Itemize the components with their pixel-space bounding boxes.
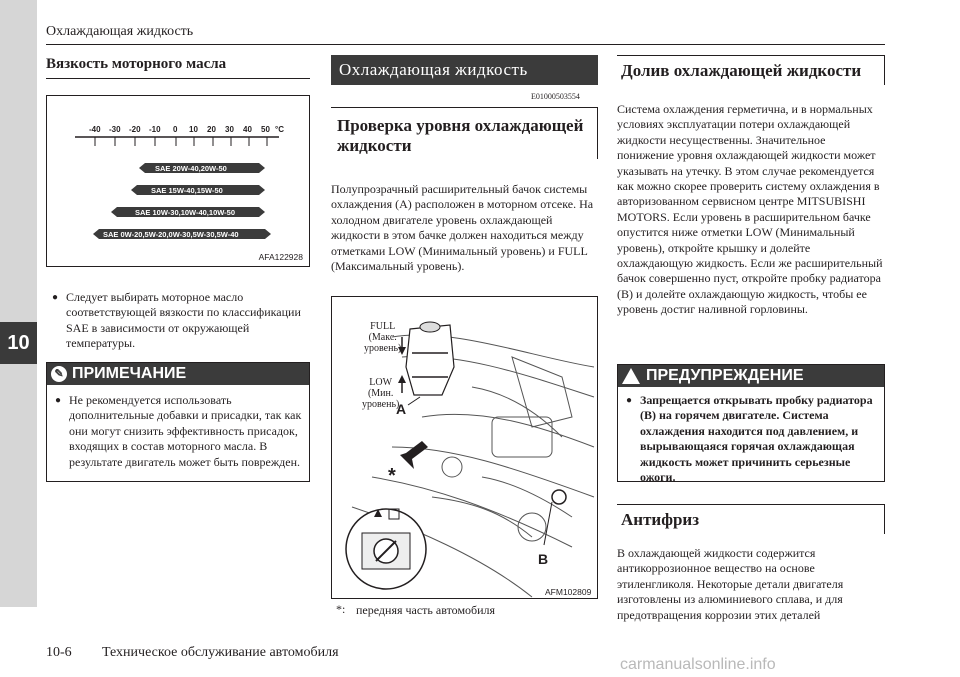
coolant-reservoir-figure [331, 296, 598, 599]
warning-triangle-icon [622, 368, 640, 384]
temp-label: -40 [89, 125, 101, 134]
figure-code: AFM102809 [545, 587, 592, 597]
viscosity-bar-label: SAE 20W-40,20W-50 [155, 164, 227, 173]
page-number: 10-6 [46, 645, 72, 660]
viscosity-bullet: ● Следует выбирать моторное масло соответствующей вязкости по классификации SAE в зависимости от окружающей температуры. [52, 290, 306, 352]
footer-chapter-title: Техническое обслуживание автомобиля [102, 645, 339, 660]
antifreeze-paragraph: В охлаждающей жидкости содержится антикоррозионное вещество на основе этиленгликоля. Некоторые детали двигателя изготовлены из алюминиевого сплава, и для предотвращения коррозии этих деталей [617, 546, 844, 622]
label-a: A [396, 401, 407, 417]
coolant-heading: Охлаждающая жидкость [331, 55, 598, 85]
viscosity-bar-label: SAE 10W-30,10W-40,10W-50 [135, 208, 236, 217]
temp-label: 10 [189, 125, 198, 134]
note-header [47, 363, 309, 385]
temp-label: 40 [243, 125, 252, 134]
oil-viscosity-heading: Вязкость моторного масла [46, 56, 227, 72]
scale-ticks [95, 137, 267, 146]
note-text: ● Не рекомендуется использовать дополнительные добавки и присадки, так как они могут снизить эффективность присадок, входящих в состав моторного масла. В результате двигатель может быть поврежден. [55, 393, 303, 470]
temp-label: 0 [173, 125, 178, 134]
note-pencil-icon: ✎ [51, 366, 67, 382]
add-coolant-heading: Долив охлаждающей жидкости [617, 55, 885, 85]
low-level-label: LOW (Мин. уровень) [362, 377, 400, 410]
oil-viscosity-figure [46, 95, 310, 267]
temp-label: -20 [129, 125, 141, 134]
temp-label: 20 [207, 125, 216, 134]
label-b: B [538, 551, 549, 567]
chapter-sidebar [0, 0, 37, 607]
warning-box [617, 364, 885, 485]
note-box [46, 362, 310, 482]
warning-header [618, 365, 884, 387]
front-star-mark: * [388, 465, 396, 487]
add-coolant-paragraph: Система охлаждения герметична, и в нормальных условиях эксплуатации потери охлаждающей жидкости несущественны. Значительное понижение уровня охлаждающей жидкости может указывать на утечку. В этом случае рекомендуется как можно скорее проверить систему охлаждения в авторизованном сервисном центре MITSUBISHI MOTORS. Если уровень в расширительном бачке опустится ниже отметки LOW (Минимальный уровень), откройте крышку и долейте охлаждающую жидкость. Если же расширительный бачок совершенно пуст, откройте пробку радиатора (B) и долейте охлаждающую жидкость, чтобы ее уровень достиг наливной горловины. [617, 102, 883, 317]
antifreeze-heading: Антифриз [617, 504, 885, 534]
temp-label: -10 [149, 125, 161, 134]
footnote-text: передняя часть автомобиля [356, 603, 496, 617]
figure-code: AFA122928 [258, 252, 303, 262]
coolant-reservoir [406, 325, 454, 395]
temp-label: 30 [225, 125, 234, 134]
check-level-paragraph: Полупрозрачный расширительный бачок системы охлаждения (A) расположен в моторном отсеке. На холодном двигателе уровень охлаждающей жидкости в этом бачке должен находиться между отметками LOW (Минимальный уровень) и FULL (Максимальный уровень). [331, 182, 594, 274]
warning-text: ● Запрещается открывать пробку радиатора (B) на горячем двигателе. Система охлаждения находится под давлением, и вырывающаяся горячая охлаждающая жидкость может причинить серьезные ожоги. [626, 393, 878, 485]
radiator-cap [552, 490, 566, 504]
temp-label: °C [275, 125, 284, 134]
temp-label: -30 [109, 125, 121, 134]
page-section-title: Охлаждающая жидкость [46, 24, 194, 39]
ref-code: E01000503554 [531, 92, 580, 101]
viscosity-chart [47, 96, 309, 266]
full-level-label: FULL (Макс. уровень) [364, 321, 402, 354]
warning-title: ПРЕДУПРЕЖДЕНИЕ [646, 367, 804, 384]
header-divider [46, 44, 885, 45]
check-level-subheading: Проверка уровня охлаждающей жидкости [331, 107, 598, 159]
chapter-number-tab: 10 [0, 322, 37, 364]
front-direction-arrow [400, 441, 428, 469]
heading-underline [46, 78, 310, 79]
viscosity-bar-label: SAE 0W-20,5W-20,0W-30,5W-30,5W-40 [103, 230, 239, 239]
temp-label: 50 [261, 125, 270, 134]
viscosity-bar-label: SAE 15W-40,15W-50 [151, 186, 223, 195]
note-title: ПРИМЕЧАНИЕ [72, 365, 187, 382]
watermark: carmanualsonline.info [620, 656, 776, 673]
footnote-mark: *: [336, 602, 346, 616]
viscosity-bars [93, 163, 271, 239]
